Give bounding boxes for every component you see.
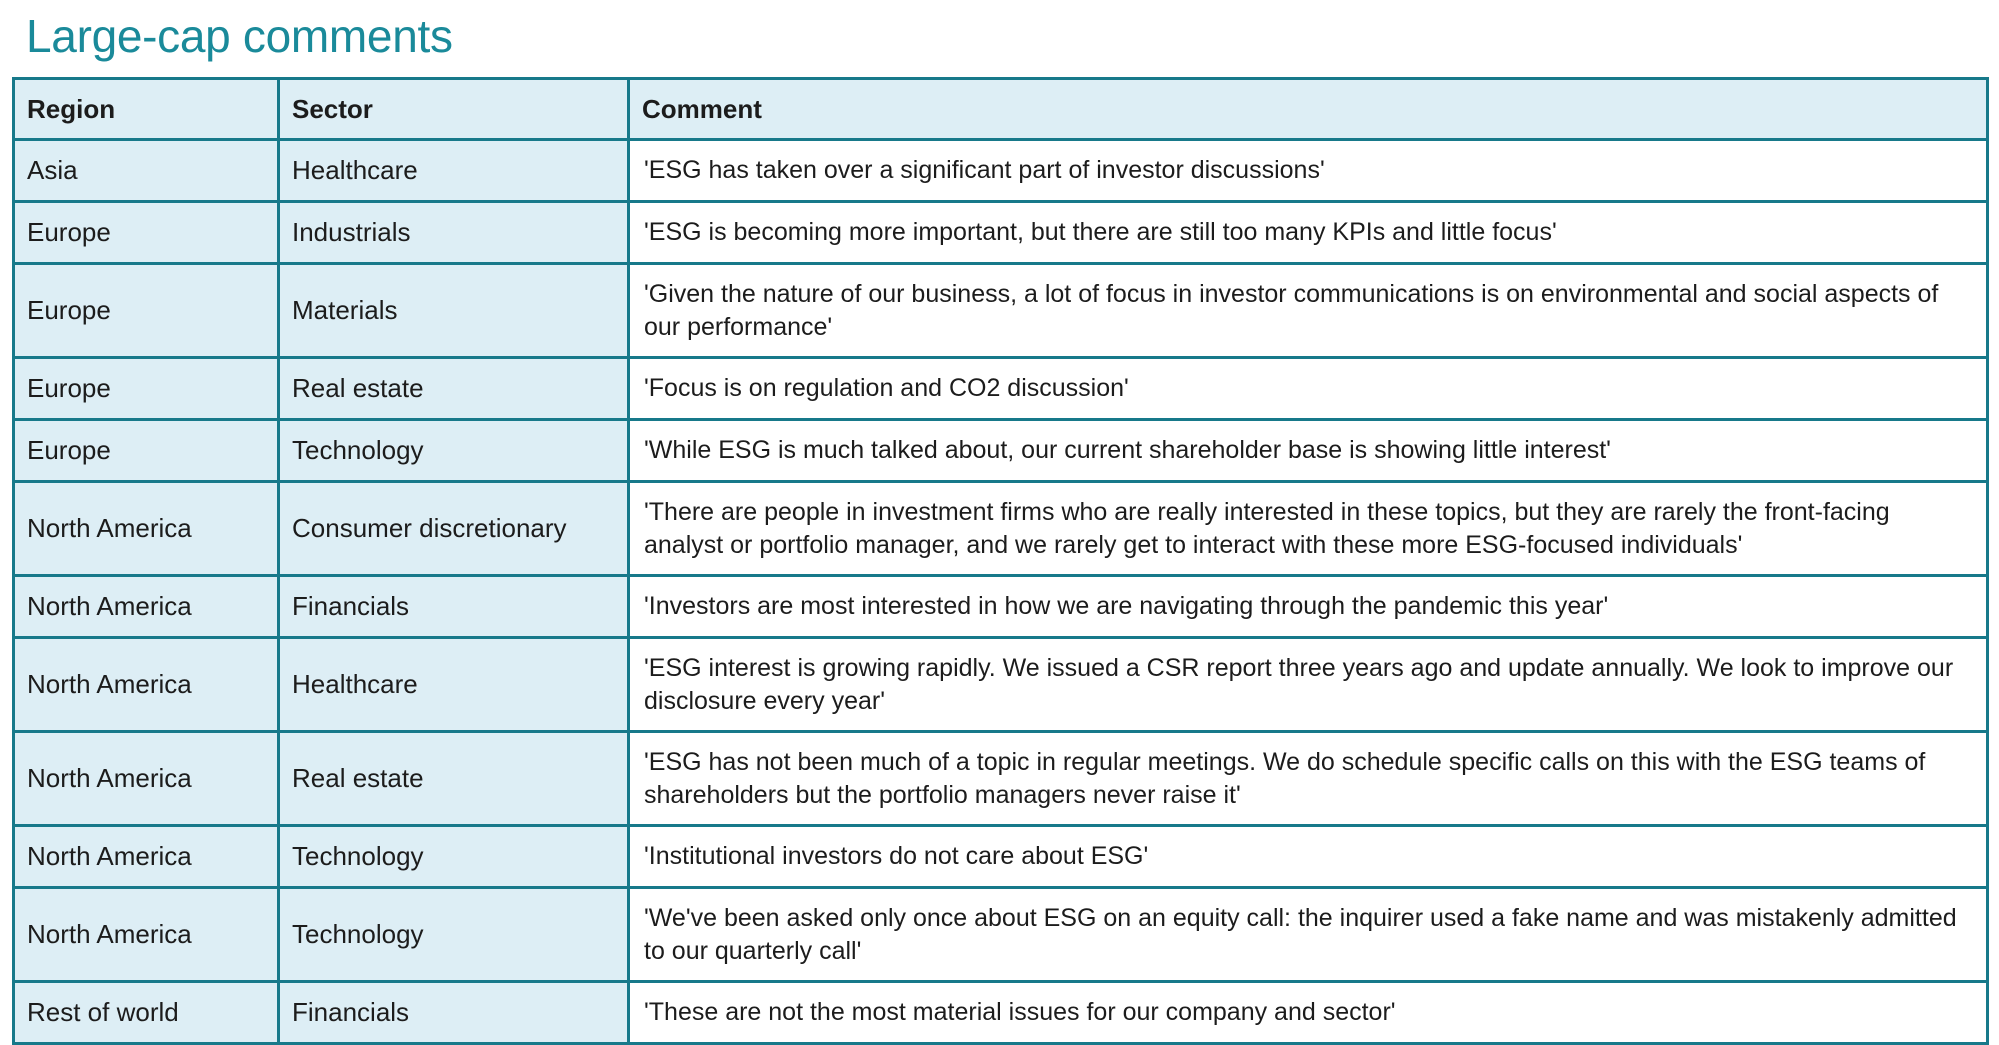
sector-cell: Financials — [279, 576, 629, 638]
table-row — [14, 358, 1988, 420]
table-row — [14, 264, 1988, 358]
table-row — [14, 202, 1988, 264]
table-row — [14, 140, 1988, 202]
page-title: Large-cap comments — [26, 10, 453, 62]
sector-cell: Technology — [279, 826, 629, 888]
sector-cell: Financials — [279, 982, 629, 1044]
table-row — [14, 732, 1988, 826]
table-row — [14, 482, 1988, 576]
column-header-comment: Comment — [629, 79, 1988, 140]
region-cell: Europe — [14, 202, 279, 264]
table-row — [14, 888, 1988, 982]
comments-table — [12, 77, 1989, 1045]
region-cell: Europe — [14, 420, 279, 482]
table-row — [14, 982, 1988, 1044]
sector-cell: Healthcare — [279, 638, 629, 732]
comment-cell: 'ESG interest is growing rapidly. We issued a CSR report three years ago and update annually. We look to improve our disclosure every year' — [629, 638, 1988, 732]
comment-cell: 'Institutional investors do not care about ESG' — [629, 826, 1988, 888]
comment-cell: 'There are people in investment firms who are really interested in these topics, but they are rarely the front-facing analyst or portfolio manager, and we rarely get to interact with these more ESG-focused individuals' — [629, 482, 1988, 576]
comment-cell: 'Investors are most interested in how we are navigating through the pandemic this year' — [629, 576, 1988, 638]
table-row — [14, 420, 1988, 482]
region-cell: North America — [14, 826, 279, 888]
region-cell: Europe — [14, 358, 279, 420]
region-cell: North America — [14, 576, 279, 638]
table-header-row — [14, 79, 1988, 140]
column-header-region: Region — [14, 79, 279, 140]
sector-cell: Healthcare — [279, 140, 629, 202]
comment-cell: 'ESG is becoming more important, but there are still too many KPIs and little focus' — [629, 202, 1988, 264]
sector-cell: Industrials — [279, 202, 629, 264]
sector-cell: Technology — [279, 420, 629, 482]
comment-cell: 'We've been asked only once about ESG on an equity call: the inquirer used a fake name and was mistakenly admitted to our quarterly call' — [629, 888, 1988, 982]
table-row — [14, 638, 1988, 732]
comment-cell: 'Given the nature of our business, a lot of focus in investor communications is on environmental and social aspects of our performance' — [629, 264, 1988, 358]
table-row — [14, 826, 1988, 888]
comment-cell: 'ESG has not been much of a topic in regular meetings. We do schedule specific calls on this with the ESG teams of shareholders but the portfolio managers never raise it' — [629, 732, 1988, 826]
table-row — [14, 576, 1988, 638]
region-cell: North America — [14, 638, 279, 732]
comment-cell: 'These are not the most material issues for our company and sector' — [629, 982, 1988, 1044]
region-cell: Europe — [14, 264, 279, 358]
sector-cell: Materials — [279, 264, 629, 358]
sector-cell: Real estate — [279, 732, 629, 826]
region-cell: North America — [14, 888, 279, 982]
region-cell: Asia — [14, 140, 279, 202]
region-cell: Rest of world — [14, 982, 279, 1044]
comment-cell: 'While ESG is much talked about, our current shareholder base is showing little interest' — [629, 420, 1988, 482]
sector-cell: Consumer discretionary — [279, 482, 629, 576]
comment-cell: 'Focus is on regulation and CO2 discussion' — [629, 358, 1988, 420]
sector-cell: Real estate — [279, 358, 629, 420]
region-cell: North America — [14, 482, 279, 576]
comment-cell: 'ESG has taken over a significant part of investor discussions' — [629, 140, 1988, 202]
region-cell: North America — [14, 732, 279, 826]
sector-cell: Technology — [279, 888, 629, 982]
column-header-sector: Sector — [279, 79, 629, 140]
